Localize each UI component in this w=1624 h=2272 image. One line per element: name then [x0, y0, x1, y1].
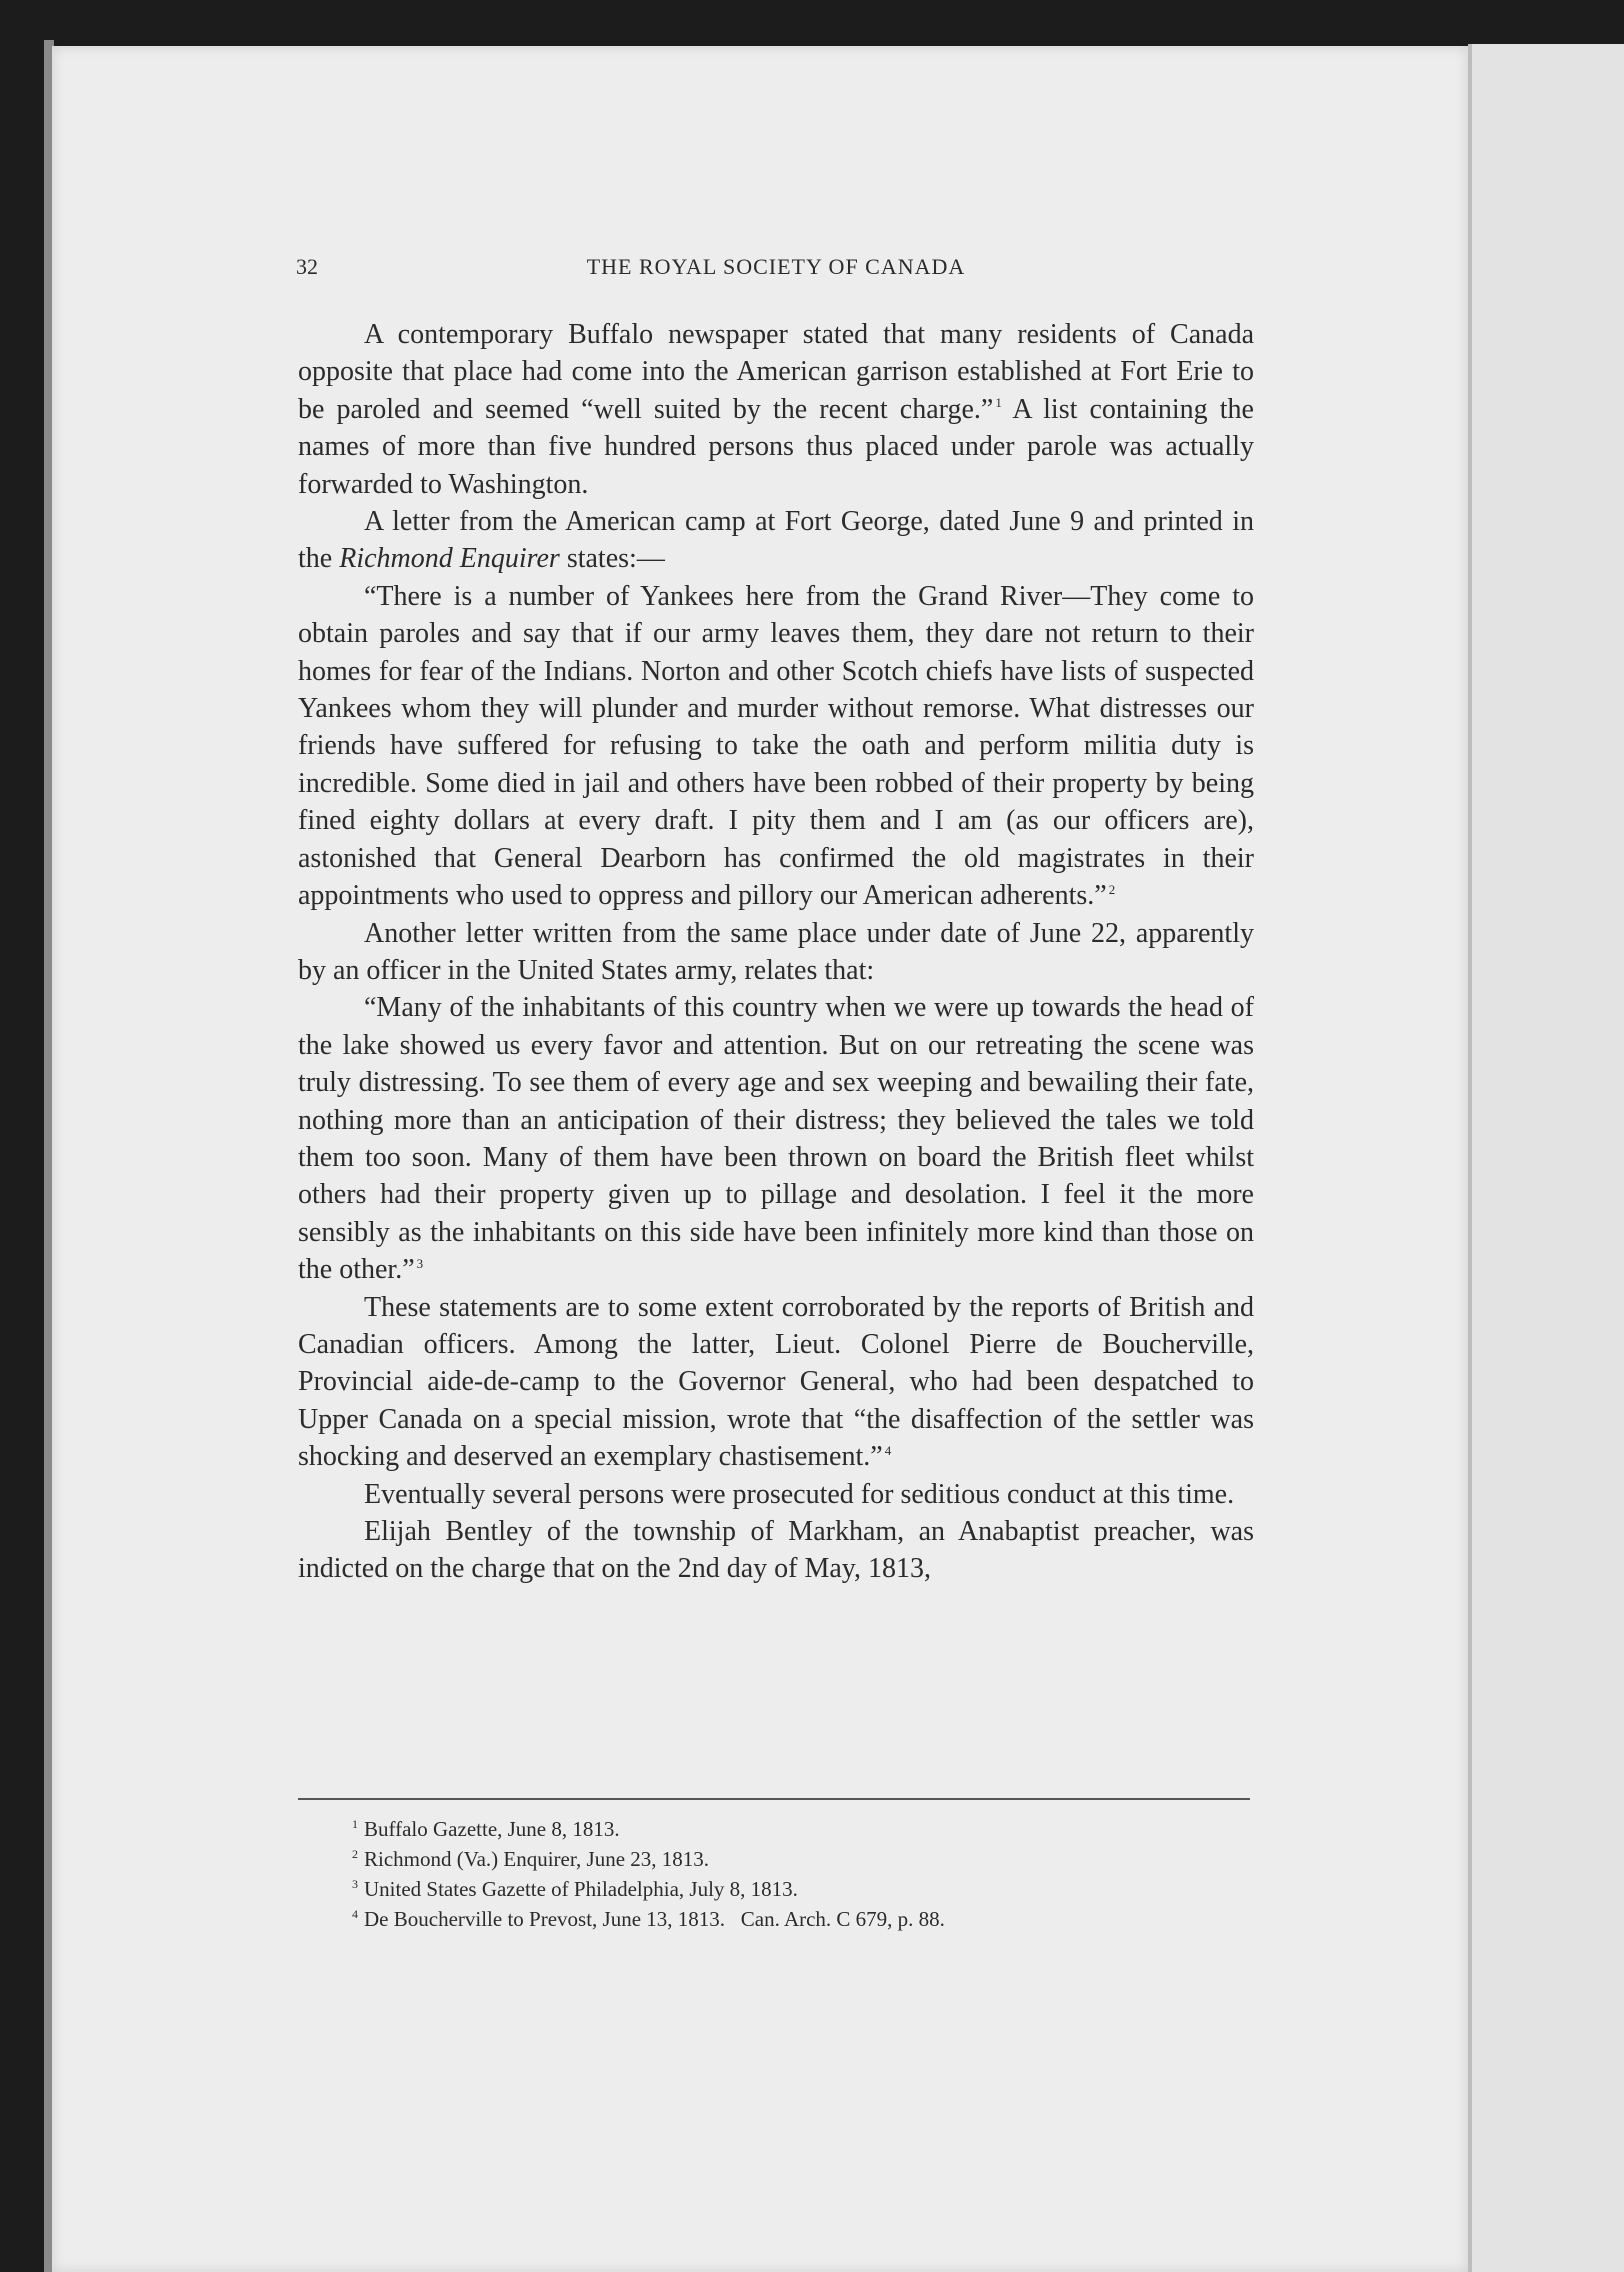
quotation-paragraph: [298, 578, 1254, 915]
paragraph: [298, 1289, 1254, 1476]
running-head: [296, 254, 1256, 284]
paragraph-text: “Many of the inhabitants of this country when we were up towards the head of the lake showed us every favor and attention. But on our retreating the scene was truly distressing. To see them of every age and sex weeping and bewailing their fate, nothing more than an anticipation of their distress; they believed the tales we told them too soon. Many of them have been thrown on board the British fleet whilst others had their property given up to pillage and desolation. I feel it the more sensibly as the inhabitants on this side have been infinitely more kind than those on the other.”: [298, 992, 1254, 1286]
facing-page: [1472, 44, 1624, 2272]
paragraph: [298, 316, 1254, 503]
paragraph-text: Another letter written from the same place under date of June 22, apparently by an officer in the United States army, relates that:: [298, 917, 1254, 986]
footnote: 2 Richmond (Va.) Enquirer, June 23, 1813.: [352, 1847, 710, 1871]
footnote-divider: [298, 1798, 1250, 1800]
quotation-paragraph: [298, 989, 1254, 1288]
paragraph: [298, 1476, 1254, 1513]
footnote-text: Richmond (Va.) Enquirer, June 23, 1813.: [364, 1847, 710, 1871]
paragraph: [298, 503, 1254, 578]
paragraph-text: A contemporary Buffalo newspaper stated that many residents of Canada opposite that place had come into the American garrison established at Fort Erie to be paroled and seemed “well suited by the recent charge.”: [298, 319, 1254, 425]
footnote: 1 Buffalo Gazette, June 8, 1813.: [352, 1817, 620, 1841]
paragraph: [298, 1513, 1254, 1588]
paragraph-text: A letter from the American camp at Fort George, dated June 9 and printed in the: [298, 506, 1254, 575]
paragraph-text: states:—: [566, 543, 665, 575]
paragraph: [298, 915, 1254, 990]
paragraph-text: Eventually several persons were prosecuted for seditious conduct at this time.: [364, 1478, 1235, 1510]
footnote-text: United States Gazette of Philadelphia, July 8, 1813.: [364, 1877, 798, 1901]
footnote: 4 De Boucherville to Prevost, June 13, 1813. Can. Arch. C 679, p. 88.: [352, 1907, 945, 1931]
footnote: 3 United States Gazette of Philadelphia, July 8, 1813.: [352, 1877, 798, 1901]
paragraph-text: A list containing the names of more than five hundred persons thus placed under parole was actually forwarded to Washington.: [298, 393, 1254, 500]
paragraph-text: “There is a number of Yankees here from the Grand River—They come to obtain paroles and say that if our army leaves them, they dare not return to their homes for fear of the Indians. Norton and other Scotch chiefs have lists of suspected Yankees whom they will plunder and murder without remorse. What distresses our friends have suffered for refusing to take the oath and perform militia duty is incredible. Some died in jail and others have been robbed of their property by being fined eighty dollars at every draft. I pity them and I am (as our officers are), astonished that General Dearborn has confirmed the old magistrates in their appointments who used to oppress and pillory our American adherents.”: [298, 580, 1254, 912]
newspaper-title: Richmond Enquirer: [339, 543, 560, 575]
footnote-ref: 4: [884, 1442, 892, 1458]
footnotes: [352, 1814, 1252, 1934]
body-text: [298, 316, 1254, 1588]
footnote-text: De Boucherville to Prevost, June 13, 1813. Can. Arch. C 679, p. 88.: [364, 1907, 945, 1931]
footnote-ref: 3: [416, 1255, 424, 1271]
footnote-text: Buffalo Gazette, June 8, 1813.: [364, 1817, 620, 1841]
footnote-ref: 1: [995, 395, 1002, 411]
paragraph-text: These statements are to some extent corroborated by the reports of British and Canadian officers. Among the latter, Lieut. Colonel Pierre de Boucherville, Provincial aide-de-camp to the Governor General, who had been despatched to Upper Canada on a special mission, wrote that “the disaffection of the settler was shocking and deserved an exemplary chastisement.”: [298, 1291, 1254, 1473]
footnote-ref: 2: [1108, 881, 1116, 897]
paragraph-text: Elijah Bentley of the township of Markham, an Anabaptist preacher, was indicted on the charge that on the 2nd day of May, 1813,: [298, 1516, 1254, 1585]
page-number: 32: [296, 254, 318, 279]
journal-title: THE ROYAL SOCIETY OF CANADA: [586, 254, 966, 279]
